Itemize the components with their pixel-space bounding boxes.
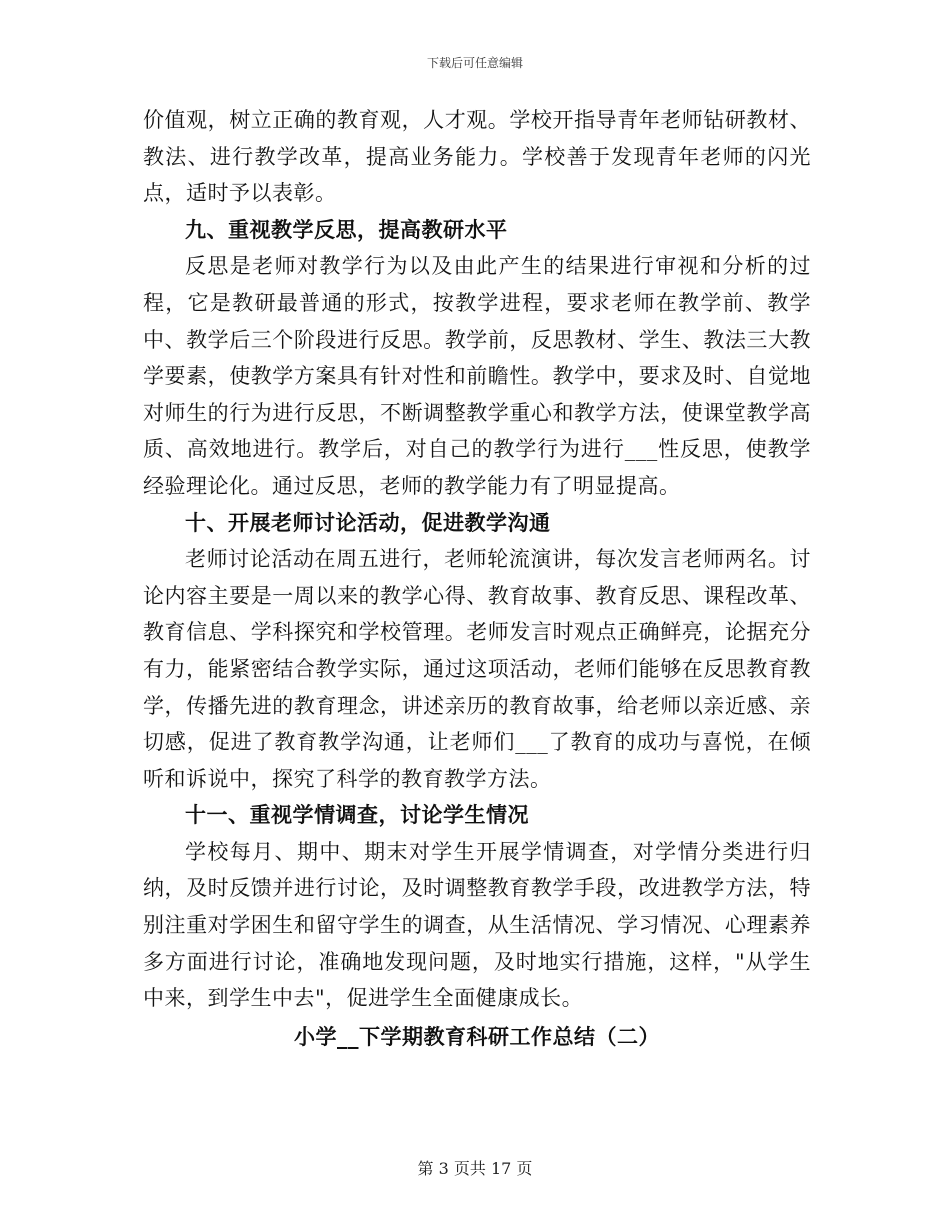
section-heading-9: 九、重视教学反思，提高教研水平 [185, 216, 508, 242]
section-heading-10: 十、开展老师讨论活动，促进教学沟通 [185, 509, 551, 535]
document-body [143, 102, 811, 1055]
paragraph-section-10: 老师讨论活动在周五进行，老师轮流演讲，每次发言老师两名。讨论内容主要是一周以来的教学心得、教育故事、教育反思、课程改革、教育信息、学科探究和学校管理。老师发言时观点正确鲜亮，论据充分有力，能紧密结合教学实际，通过这项活动，老师们能够在反思教育教学，传播先进的教育理念，讲述亲历的教育故事，给老师以亲近感、亲切感，促进了教育教学沟通，让老师们___了教育的成功与喜悦，在倾听和诉说中，探究了科学的教育教学方法。 [143, 547, 811, 791]
next-document-title: 小学__下学期教育科研工作总结（二） [294, 1023, 660, 1049]
paragraph-section-11: 学校每月、期中、期末对学生开展学情调查，对学情分类进行归纳，及时反馈并进行讨论，及时调整教育教学手段，改进教学方法，特别注重对学困生和留守学生的调查，从生活情况、学习情况、心理素养多方面进行讨论，准确地发现问题，及时地实行措施，这样，"从学生中来，到学生中去"，促进学生全面健康成长。 [143, 839, 811, 1011]
header-note: 下载后可任意编辑 [426, 56, 523, 70]
paragraph-section-9: 反思是老师对教学行为以及由此产生的结果进行审视和分析的过程，它是教研最普通的形式，按教学进程，要求老师在教学前、教学中、教学后三个阶段进行反思。教学前，反思教材、学生、教法三大教学要素，使教学方案具有针对性和前瞻性。教学中，要求及时、自觉地对师生的行为进行反思，不断调整教学重心和教学方法，使课堂教学高质、高效地进行。教学后，对自己的教学行为进行___性反思，使教学经验理论化。通过反思，老师的教学能力有了明显提高。 [143, 254, 811, 498]
section-heading-11: 十一、重视学情调查，讨论学生情况 [185, 802, 529, 828]
paragraph-continuation: 价值观，树立正确的教育观，人才观。学校开指导青年老师钻研教材、教法、进行教学改革，提高业务能力。学校善于发现青年老师的闪光点，适时予以表彰。 [143, 108, 811, 206]
page-number: 第 3 页共 17 页 [417, 1159, 533, 1178]
